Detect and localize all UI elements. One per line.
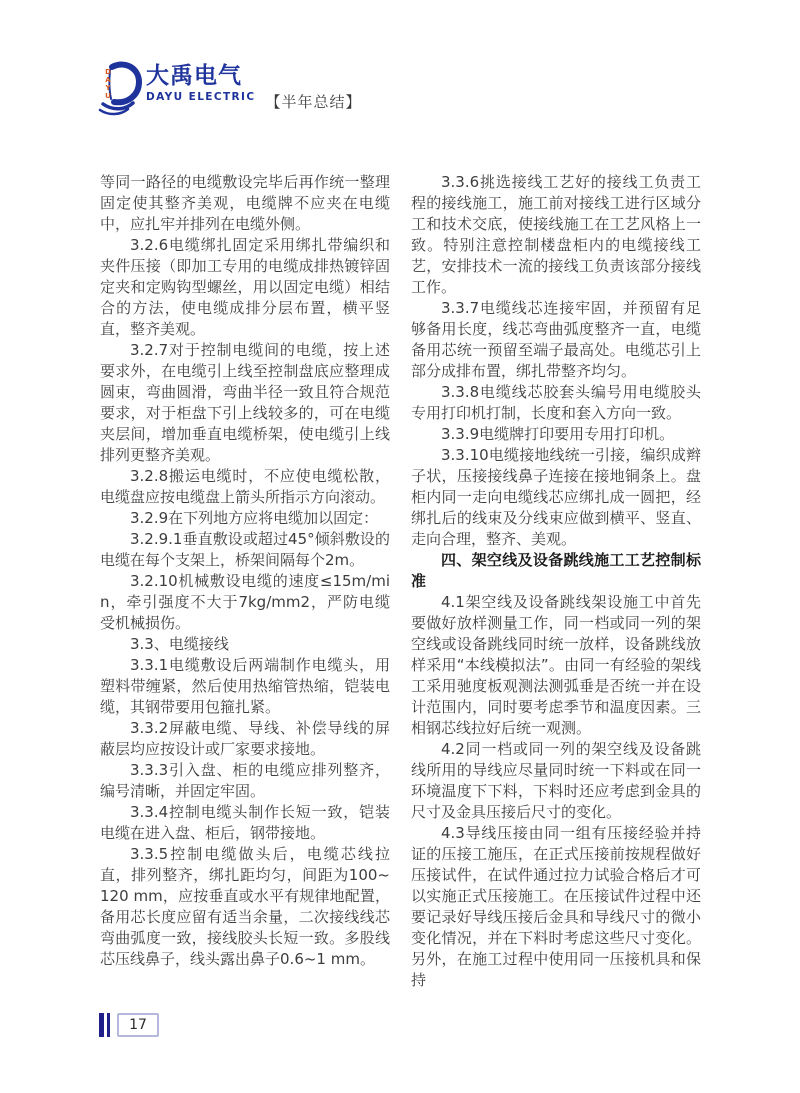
logo-text [146, 60, 255, 103]
paragraph: 4.3导线压接由同一组有压接经验并持证的压接工施压，在正式压接前按规程做好压接试件，在试件通过拉力试验合格后才可以实施正式压接施工。在压接试件过程中还要记录好导线压接后金具和导线尺寸的微小变化情况，并在下料时考虑这些尺寸变化。另外，在施工过程中使用同一压接机具和保持 [411, 824, 701, 989]
paragraph: 3.3.10电缆接地线统一引接，编织成辫子状，压接接线鼻子连接在接地铜条上。盘柜内同一走向电缆线芯应绑扎成一圆把，经绑扎后的线束及分线束应做到横平、竖直、走向合理，整齐、美观。 [411, 446, 701, 548]
paragraph: 3.3.2屏蔽电缆、导线、补偿导线的屏蔽层均应按设计或厂家要求接地。 [100, 719, 390, 758]
paragraph: 3.2.9.1垂直敷设或超过45°倾斜敷设的电缆在每个支架上，桥架间隔每个2m。 [100, 530, 390, 569]
paragraph: 3.2.6电缆绑扎固定采用绑扎带编织和夹件压接（即加工专用的电缆成排热镀锌固定夹和定购钩型螺丝，用以固定电缆）相结合的方法，使电缆成排分层布置，横平竖直，整齐美观。 [100, 236, 390, 338]
paragraph: 3.3.6挑选接线工艺好的接线工负责工程的接线施工，施工前对接线工进行区域分工和技术交底，使接线施工在工艺风格上一致。特别注意控制楼盘柜内的电缆接线工艺，安排技术一流的接线工负责该部分接线工作。 [411, 173, 701, 296]
page-number: 17 [129, 1017, 147, 1033]
paragraph: 3.3.1电缆敷设后两端制作电缆头，用塑料带缠紧，然后使用热缩管热缩，铠装电缆，其钢带要用包箍扎紧。 [100, 656, 390, 716]
section-heading: 四、架空线及设备跳线施工工艺控制标准 [411, 551, 701, 590]
page-footer [99, 1013, 159, 1037]
logo-dayu-letters: DAYU [104, 68, 112, 100]
footer-bar-thick [99, 1013, 104, 1037]
paragraph: 等同一路径的电缆敷设完毕后再作统一整理固定使其整齐美观，电缆牌不应夹在电缆中，应扎牢并排列在电缆外侧。 [100, 173, 390, 233]
paragraph: 3.2.8搬运电缆时，不应使电缆松散，电缆盘应按电缆盘上箭头所指示方向滚动。 [100, 467, 390, 506]
logo-d-swoosh-icon [95, 60, 143, 117]
paragraph: 3.3.9电缆牌打印要用专用打印机。 [441, 425, 675, 443]
paragraph: 3.3.8电缆线芯胶套头编号用电缆胶头专用打印机打制，长度和套入方向一致。 [411, 383, 701, 422]
paragraph: 3.2.9在下列地方应将电缆加以固定： [130, 509, 379, 527]
page-number-box [117, 1013, 159, 1037]
paragraph: 3.3.3引入盘、柜的电缆应排列整齐，编号清晰，并固定牢固。 [100, 761, 390, 800]
footer-bar-thin [107, 1013, 110, 1037]
paragraph: 3.2.10机械敷设电缆的速度≤15m/min，牵引强度不大于7kg/mm2，严防电缆受机械损伤。 [100, 572, 390, 632]
body-columns [100, 172, 701, 991]
paragraph: 3.2.7对于控制电缆间的电缆，按上述要求外，在电缆引上线至控制盘底应整理成圆束，弯曲圆滑，弯曲半径一致且符合规范要求，对于柜盘下引上线较多的，可在电缆夹层间，增加垂直电缆桥架，使电缆引上线排列更整齐美观。 [100, 341, 390, 464]
paragraph: 3.3.5控制电缆做头后，电缆芯线拉直，排列整齐，绑扎距均匀，间距为100~120 mm，应按垂直或水平有规律地配置，备用芯长度应留有适当余量，二次接线线芯弯曲弧度一致，接线胶头长短一致。多股线芯压线鼻子，线头露出鼻子0.6~1 mm。 [100, 845, 390, 968]
paragraph: 3.3.4控制电缆头制作长短一致，铠装电缆在进入盘、柜后，钢带接地。 [100, 803, 390, 842]
left-column [100, 172, 390, 991]
right-column [411, 172, 701, 991]
paragraph: 3.3.7电缆线芯连接牢固，并预留有足够备用长度，线芯弯曲弧度整齐一直，电缆备用芯统一预留至端子最高处。电缆芯引上部分成排布置，绑扎带整齐均匀。 [411, 299, 701, 380]
paragraph: 3.3、电缆接线 [130, 635, 229, 653]
company-name-english: DAYU ELECTRIC [146, 91, 256, 104]
paragraph: 4.2同一档或同一列的架空线及设备跳线所用的导线应尽量同时统一下料或在同一环境温度下下料，下料时还应考虑到金具的尺寸及金具压接后尺寸的变化。 [411, 740, 701, 821]
company-logo [95, 60, 255, 117]
paragraph: 4.1架空线及设备跳线架设施工中首先要做好放样测量工作，同一档或同一列的架空线或设备跳线同时统一放样，设备跳线放样采用“本线模拟法”。由同一有经验的架线工采用驰度板观测法测弧垂是否统一并在设计范围内，同时要考虑季节和温度因素。三相钢芯线拉好后统一观测。 [411, 593, 701, 737]
company-name-chinese: 大禹电气 [146, 63, 242, 89]
document-tag: 【半年总结】 [265, 93, 362, 111]
page-header [95, 60, 361, 117]
